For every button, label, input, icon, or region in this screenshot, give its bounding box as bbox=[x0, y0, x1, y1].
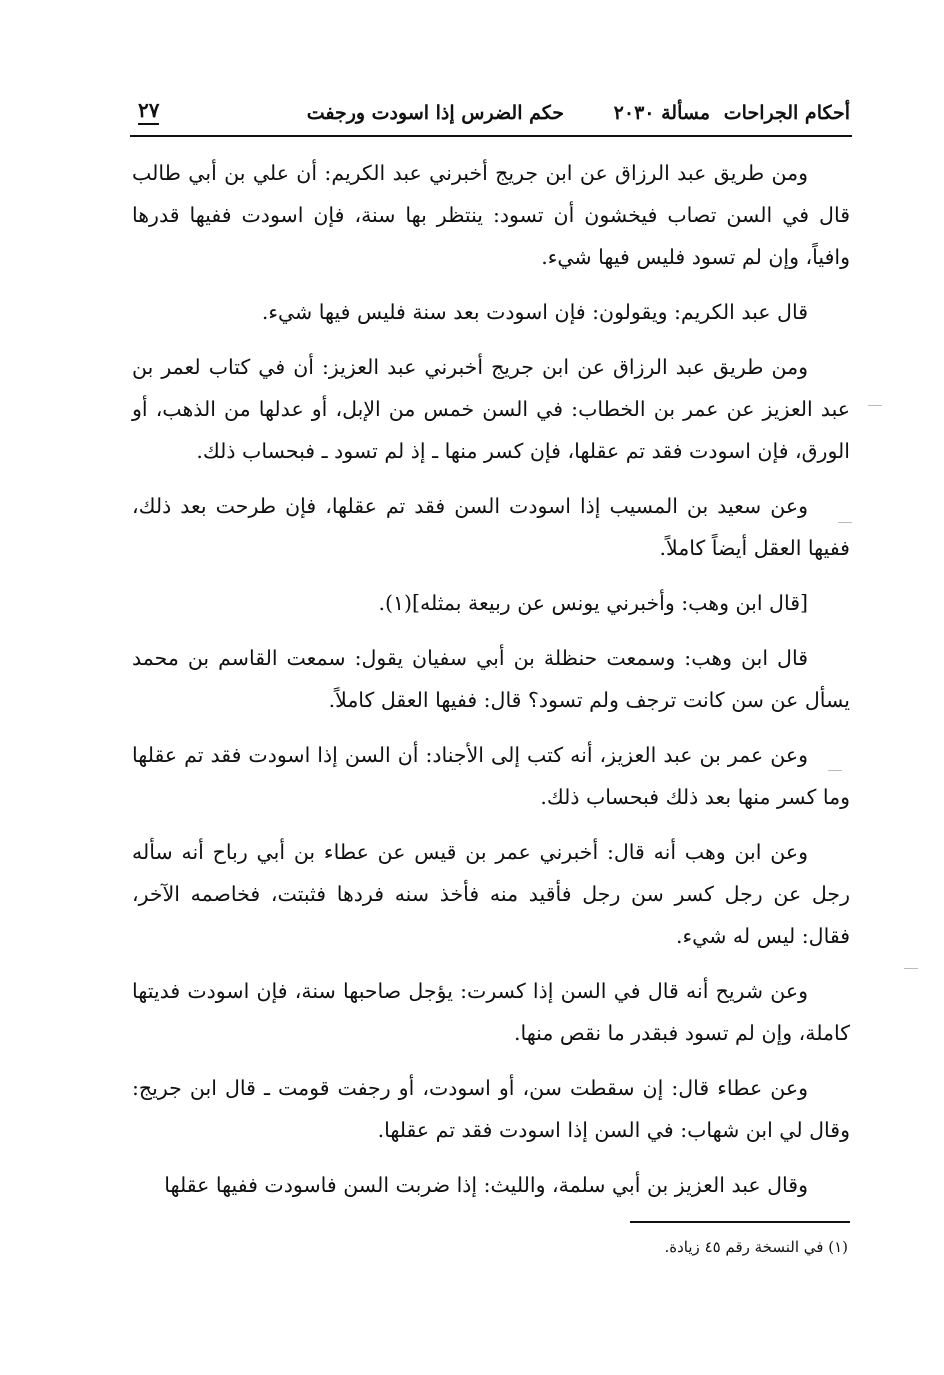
footnote-rule bbox=[630, 1221, 850, 1223]
section-title: حكم الضرس إذا اسودت ورجفت bbox=[306, 102, 564, 124]
paragraph: [قال ابن وهب: وأخبرني يونس عن ربيعة بمثله](١). bbox=[378, 591, 808, 615]
paragraph: قال ابن وهب: وسمعت حنظلة بن أبي سفيان يقول: سمعت القاسم بن محمد يسأل عن سن كانت ترجف ولم تسود؟ قال: ففيها العقل كاملاً. bbox=[132, 646, 850, 712]
paragraph: وعن عطاء قال: إن سقطت سن، أو اسودت، أو رجفت قومت ـ قال ابن جريج: وقال لي ابن شهاب: في السن إذا اسودت فقد تم عقلها. bbox=[132, 1076, 850, 1142]
page-number: ٢٧ bbox=[138, 98, 159, 125]
paragraph: قال عبد الكريم: ويقولون: فإن اسودت بعد سنة فليس فيها شيء. bbox=[261, 300, 808, 324]
margin-mark bbox=[828, 770, 842, 771]
margin-mark bbox=[868, 405, 882, 406]
paragraph: ومن طريق عبد الرزاق عن ابن جريج أخبرني عبد الكريم: أن علي بن أبي طالب قال في السن تصاب فيخشون أن تسود: ينتظر بها سنة، فإن اسودت ففيها قدرها وافياً، وإن لم تسود فليس فيها شيء. bbox=[132, 161, 850, 269]
book-title: أحكام الجراحات bbox=[723, 102, 850, 124]
paragraph: وعن سعيد بن المسيب إذا اسودت السن فقد تم عقلها، فإن طرحت بعد ذلك، ففيها العقل أيضاً كاملاً. bbox=[132, 494, 850, 560]
main-text bbox=[132, 152, 850, 1206]
paragraph: ومن طريق عبد الرزاق عن ابن جريج أخبرني عبد العزيز: أن في كتاب لعمر بن عبد العزيز عن عمر بن الخطاب: في السن خمس من الإبل، أو عدلها من الذهب، أو الورق، فإن اسودت فقد تم عقلها، فإن كسر منها ـ إذ لم تسود ـ فبحساب ذلك. bbox=[132, 355, 850, 463]
issue-number: مسألة ٢٠٣٠ bbox=[613, 102, 710, 124]
footnote: (١) في النسخة رقم ٤٥ زيادة. bbox=[664, 1238, 848, 1256]
paragraph: وعن عمر بن عبد العزيز، أنه كتب إلى الأجناد: أن السن إذا اسودت فقد تم عقلها وما كسر منها بعد ذلك فبحساب ذلك. bbox=[132, 743, 850, 809]
paragraph: وقال عبد العزيز بن أبي سلمة، والليث: إذا ضربت السن فاسودت ففيها عقلها bbox=[164, 1173, 808, 1197]
paragraph: وعن ابن وهب أنه قال: أخبرني عمر بن قيس عن عطاء بن أبي رباح أنه سأله رجل عن رجل كسر سن رجل فأقيد منه فأخذ سنه فردها فثبتت، فخاصمه الآخر، فقال: ليس له شيء. bbox=[132, 840, 850, 948]
margin-mark bbox=[838, 522, 852, 523]
paragraph: وعن شريح أنه قال في السن إذا كسرت: يؤجل صاحبها سنة، فإن اسودت فديتها كاملة، وإن لم تسود فبقدر ما نقص منها. bbox=[132, 979, 850, 1045]
margin-mark bbox=[904, 968, 918, 969]
header-rule bbox=[130, 135, 852, 137]
running-header bbox=[130, 92, 850, 138]
